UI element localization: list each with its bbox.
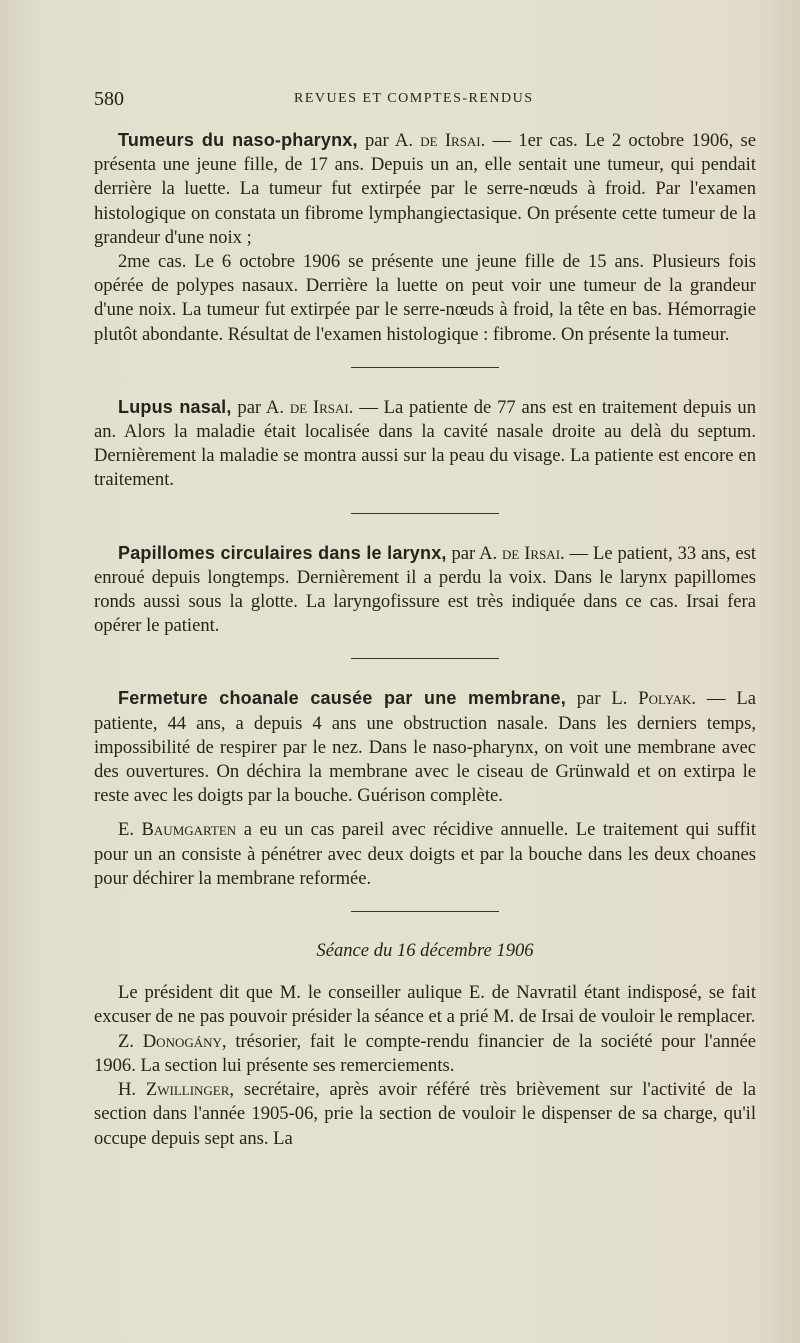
fermeture-body: — La patiente, 44 ans, a depuis 4 ans une obstruction nasale. Dans les derniers temps, impossibilité de respirer par le nez. Dans le naso-pharynx, on voit une membrane avec des ouvertures. On déchira la membrane avec le ciseau de Grünwald et on extirpa le reste avec les doigts par la bouche. Guérison complète.: [94, 688, 756, 807]
baumgarten-body: a eu un cas pareil avec récidive annuelle. Le traitement qui suffit pour un an consiste à pénétrer avec deux doigts et par la bouche dans les deux choanes pour déchirer la membrane reformée.: [94, 819, 756, 889]
separator-rule: [351, 367, 499, 368]
fermeture-paragraph: [94, 686, 756, 808]
spacer: [94, 808, 756, 818]
separator-rule: [351, 658, 499, 659]
papillomes-paragraph: [94, 541, 756, 639]
seance-paragraph-2: [94, 1030, 756, 1078]
page-number: 580: [94, 88, 124, 110]
lupus-title: Lupus nasal,: [118, 396, 232, 417]
tumeurs-author: de Irsai.: [420, 130, 486, 151]
tumeurs-title: Tumeurs du naso-pharynx,: [118, 130, 358, 150]
lupus-par: par A.: [231, 396, 290, 418]
fermeture-title: Fermeture choanale causée par une membrane,: [118, 688, 566, 709]
papillomes-par: par A.: [446, 542, 503, 564]
donogany-body: trésorier, fait le compte-rendu financier de la société pour l'année 1906. La section lui présente ses remerciements.: [94, 1030, 756, 1076]
baumgarten-paragraph: [94, 818, 756, 891]
running-title: REVUES ET COMPTES-RENDUS: [294, 91, 534, 106]
tumeurs-paragraph: [94, 128, 756, 250]
tumeurs-par: par A.: [357, 130, 421, 151]
papillomes-body: — Le patient, 33 ans, est enroué depuis longtemps. Dernièrement il a perdu la voix. Dans le larynx papillomes ronds aussi sous la glotte. La laryngofissure est très indiquée dans ce cas. Irsai fera opérer le patient.: [94, 542, 756, 637]
fermeture-par: par L.: [565, 688, 639, 710]
seance-heading: Séance du 16 décembre 1906: [316, 940, 534, 962]
fermeture-author: Polyak.: [638, 688, 697, 710]
seance-paragraph-3: [94, 1078, 756, 1151]
papillomes-author: de Irsai.: [502, 542, 565, 564]
lupus-body: — La patiente de 77 ans est en traitement depuis un an. Alors la maladie était localisée dans la cavité nasale droite au delà du septum. Dernièrement la maladie se montra aussi sur la peau du visage. La patiente est encore en traitement.: [94, 396, 757, 491]
baumgarten-name: E. Baumgarten: [118, 819, 237, 841]
separator-rule: [351, 513, 499, 514]
lupus-author: de Irsai.: [289, 396, 354, 418]
donogany-name: Z. Donogány,: [118, 1030, 227, 1052]
lupus-paragraph: [94, 395, 756, 493]
separator-rule: [351, 911, 499, 912]
zwillinger-body: secrétaire, après avoir référé très brièvement sur l'activité de la section dans l'année 1905-06, prie la section de vouloir le dispenser de sa charge, qu'il occupe depuis sept ans. La: [94, 1079, 756, 1149]
body-text: [94, 128, 756, 1151]
tumeurs-case2: 2me cas. Le 6 octobre 1906 se présente une jeune fille de 15 ans. Plusieurs fois opérée de polypes nasaux. Derrière la luette on peut voir une tumeur de la grandeur d'une noix. La tumeur fut extirpée par le serre-nœuds à froid, la tête en bas. Hémorragie plutôt abondante. Résultat de l'examen histologique : fibrome. On présente la tumeur.: [94, 251, 756, 345]
page-header: [94, 88, 754, 114]
papillomes-title: Papillomes circulaires dans le larynx,: [118, 542, 447, 563]
tumeurs-body: — 1er cas. Le 2 octobre 1906, se présenta une jeune fille, de 17 ans. Depuis un an, elle sentait une tumeur, qui pendait derrière la luette. La tumeur fut extirpée par le serre-nœuds à froid. Par l'examen histologique on constata un fibrome lymphangiectasique. On présente cette tumeur de la grandeur d'une noix ;: [94, 130, 756, 248]
seance-paragraph-1: Le président dit que M. le conseiller aulique E. de Navratil étant indisposé, se fait excuser de ne pas pouvoir présider la séance et a prié M. de Irsai de vouloir le remplacer.: [94, 982, 756, 1028]
zwillinger-name: H. Zwillinger,: [118, 1079, 235, 1101]
